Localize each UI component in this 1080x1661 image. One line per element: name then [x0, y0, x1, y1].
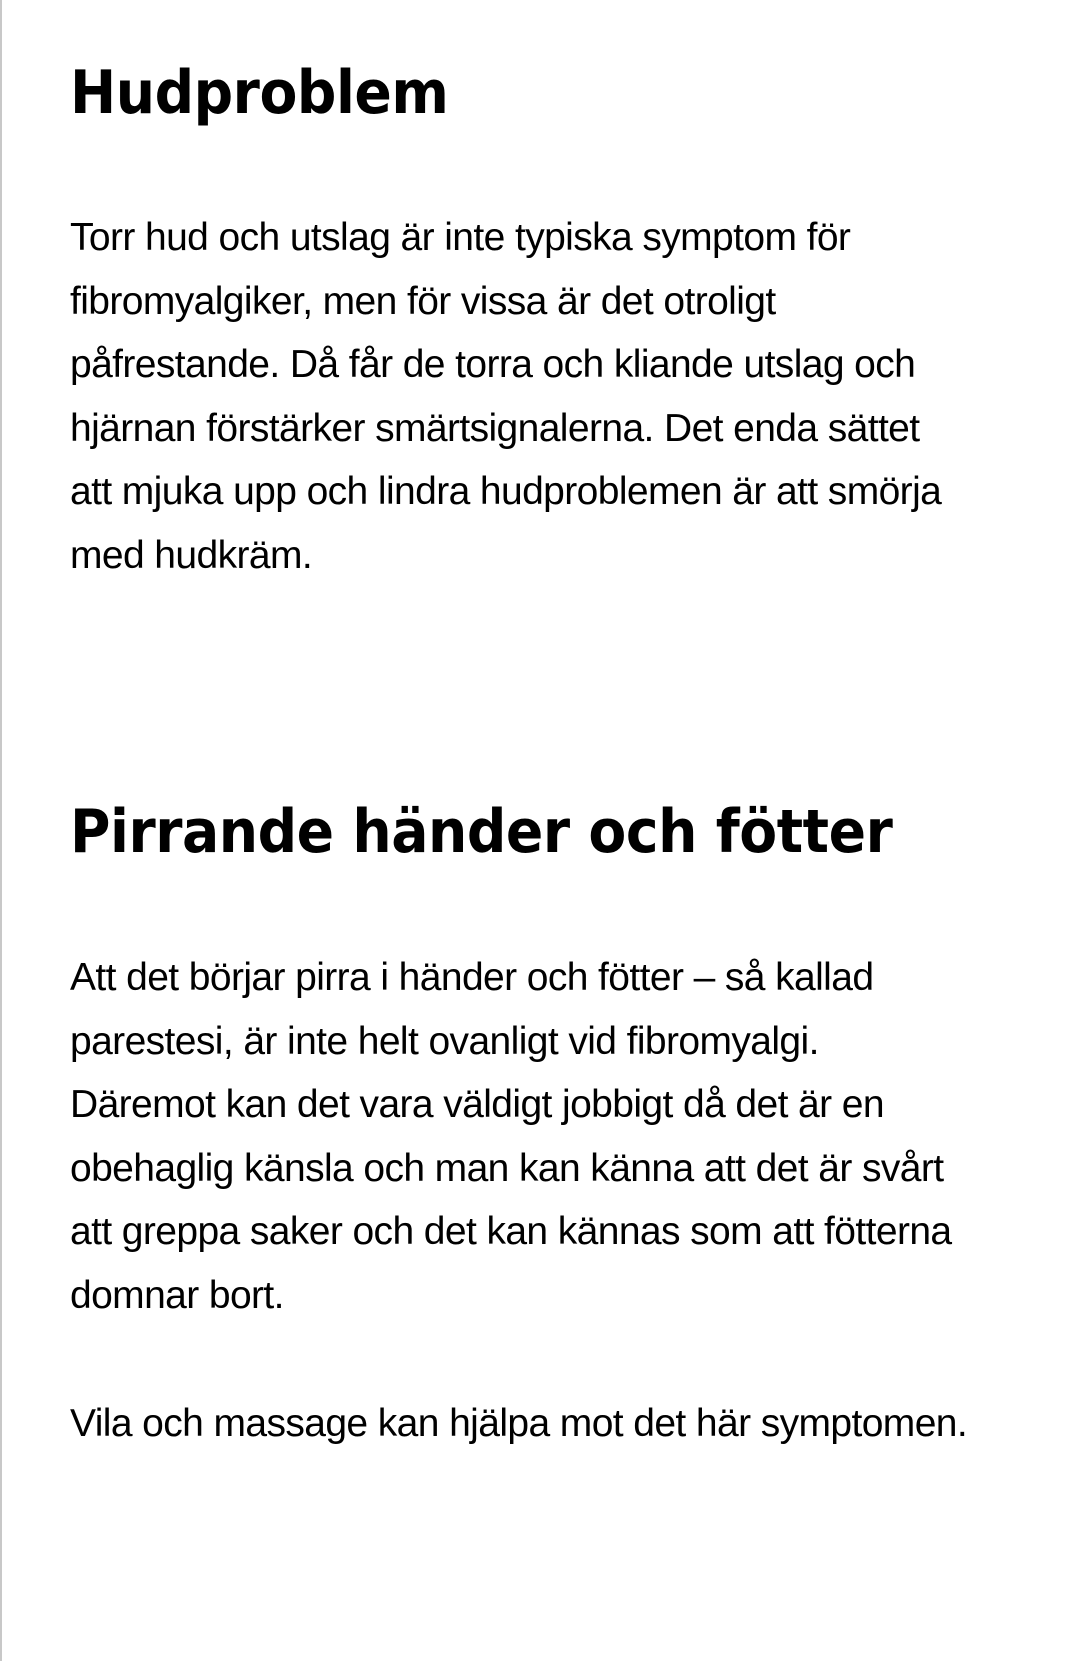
section-paragraph: Torr hud och utslag är inte typiska symptom för fibromyalgiker, men för vissa är det otroligt påfrestande. Då får de torra och kliande utslag och hjärnan förstärker smärtsignalerna. Det enda sättet att mjuka upp och lindra hudproblemen är att smörja med hudkräm. — [70, 216, 942, 577]
section-heading: Pirrande händer och fötter — [70, 797, 893, 867]
section-paragraph: Att det börjar pirra i händer och fötter – så kallad parestesi, är inte helt ovanligt vid fibromyalgi. Däremot kan det vara väldigt jobbigt då det är en obehaglig känsla och man kan känna att det är svårt att greppa saker och det kan kännas som att fötterna domnar bort. — [70, 956, 952, 1317]
section-paragraph: Vila och massage kan hjälpa mot det här symptomen. — [70, 1402, 968, 1445]
section-heading: Hudproblem — [70, 58, 449, 128]
page-left-border — [0, 0, 2, 1661]
